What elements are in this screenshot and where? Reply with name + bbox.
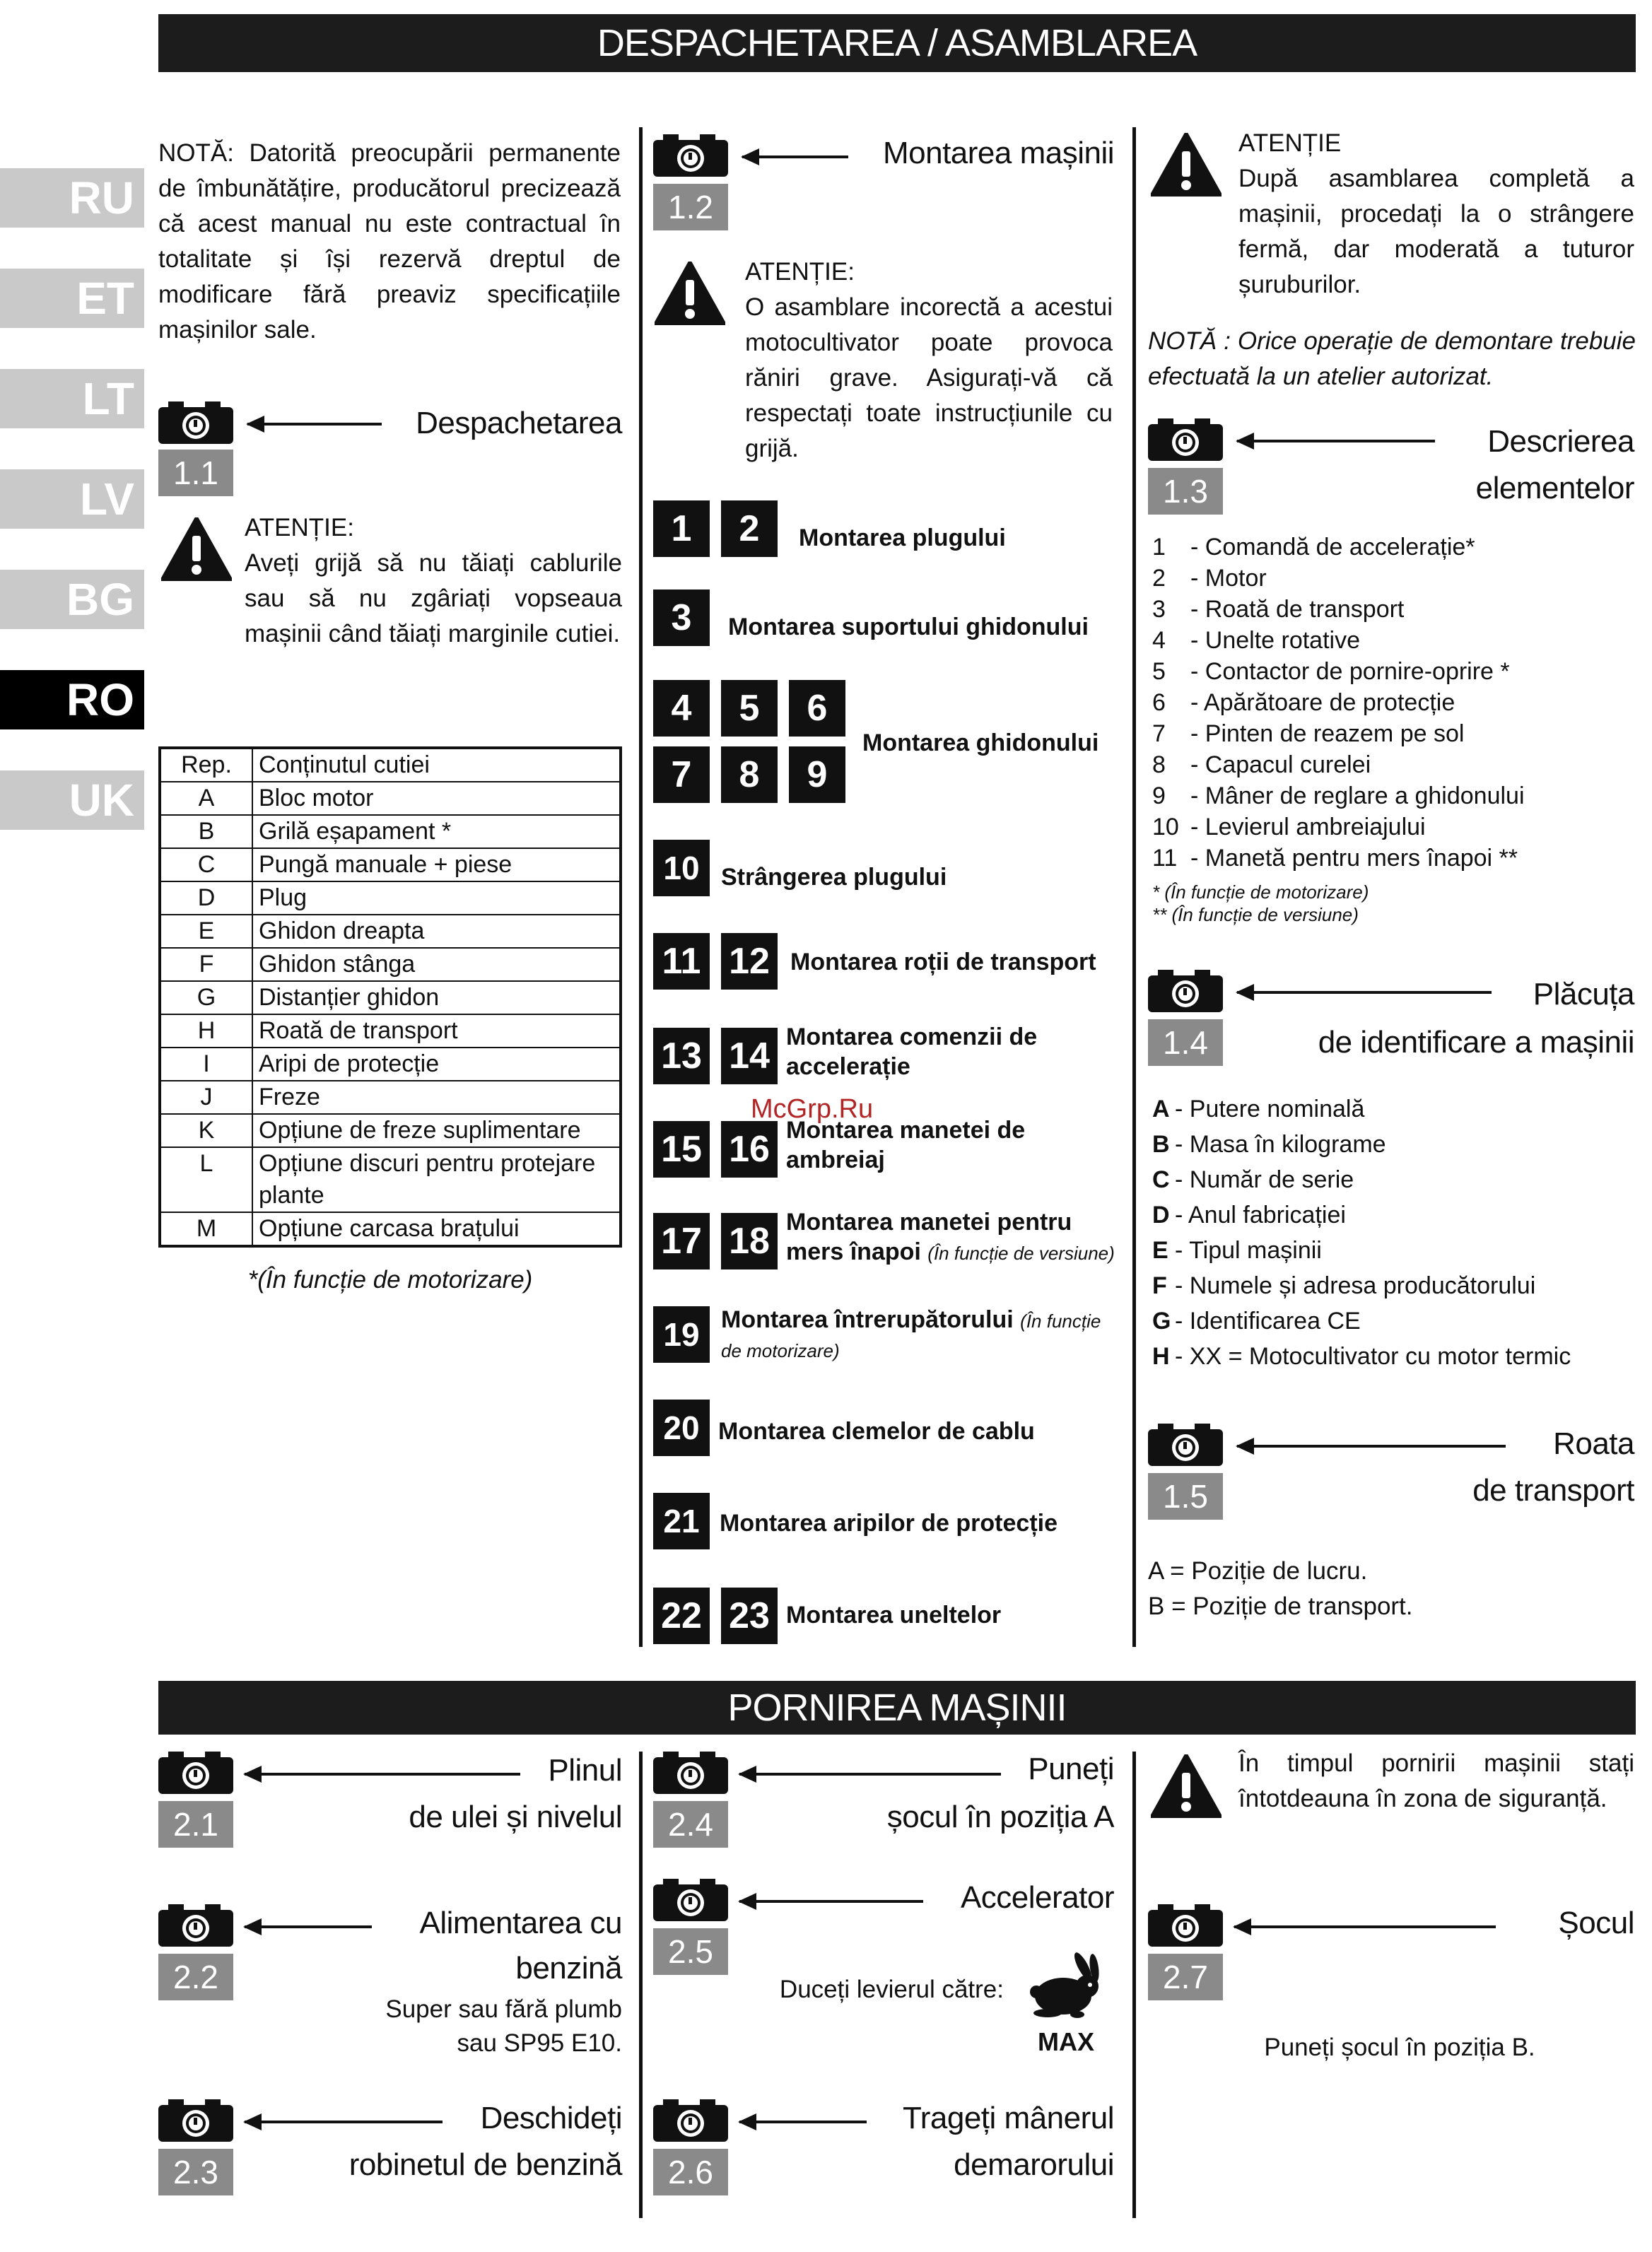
- step-label-text: Montarea ghidonului: [862, 729, 1099, 756]
- table-cell-rep: L: [160, 1147, 252, 1212]
- table-cell-rep: G: [160, 981, 252, 1014]
- step-number: 9: [789, 746, 845, 803]
- table-cell-content: Roată de transport: [252, 1014, 621, 1048]
- table-row: [160, 948, 621, 981]
- list-item-number: 4: [1152, 627, 1166, 654]
- list-item-text: - Masa în kilograme: [1175, 1131, 1386, 1158]
- step-label-text: Montarea uneltelor: [786, 1602, 1002, 1629]
- list-item: [1152, 687, 1633, 718]
- section-title: Plinul: [548, 1753, 622, 1788]
- list-item-text: - Anul fabricației: [1175, 1202, 1346, 1228]
- lang-tab-lt[interactable]: LT: [0, 369, 144, 428]
- step-number: 7: [653, 746, 710, 803]
- table-row: [160, 815, 621, 848]
- attention-text: Aveți grijă să nu tăiați cablurile sau să nu zgâriați vopseaua mașinii când tăiați marginile cutiei.: [245, 549, 622, 647]
- step-label: [786, 1207, 1124, 1267]
- list-item: [1152, 843, 1633, 874]
- list-item: [1152, 563, 1633, 594]
- list-item: [1152, 749, 1633, 780]
- step-label-text: Montarea suportului ghidonului: [728, 614, 1089, 640]
- section-title: de transport: [1472, 1473, 1634, 1508]
- section-banner: [158, 1681, 1636, 1735]
- elements-list: [1152, 532, 1633, 874]
- camera-icon: [1148, 968, 1223, 1012]
- list-item: [1152, 532, 1633, 563]
- section-title: Accelerator: [960, 1880, 1114, 1915]
- section-title: de ulei și nivelul: [409, 1800, 622, 1834]
- list-item-text: - Apărătoare de protecție: [1190, 689, 1455, 716]
- list-item: [1152, 780, 1633, 811]
- table-row: [160, 782, 621, 815]
- list-item-letter: C: [1152, 1166, 1170, 1193]
- table-cell-content: Bloc motor: [252, 782, 621, 815]
- step-badge: 2.7: [1148, 1954, 1223, 2000]
- step-badge: 2.4: [653, 1801, 728, 1848]
- camera-icon: [653, 2098, 728, 2142]
- list-item: [1152, 1268, 1640, 1303]
- list-item: [1152, 1197, 1640, 1233]
- table-cell-rep: E: [160, 915, 252, 948]
- list-item-text: - XX = Motocultivator cu motor termic: [1175, 1343, 1571, 1370]
- step-badge: 1.4: [1148, 1019, 1223, 1066]
- step-label-text: Montarea manetei pentru mers înapoi: [786, 1209, 1072, 1265]
- list-item-number: 7: [1152, 720, 1166, 747]
- step-label-text: Montarea roții de transport: [790, 949, 1096, 975]
- list-item-text: - Pinten de reazem pe sol: [1190, 720, 1465, 747]
- section-title: Despachetarea: [416, 406, 622, 440]
- section-title: Deschideți: [480, 2101, 622, 2135]
- list-item-text: - Identificarea CE: [1175, 1308, 1361, 1335]
- list-item-text: - Roată de transport: [1190, 596, 1405, 623]
- list-item-text: - Număr de serie: [1175, 1166, 1354, 1193]
- step-number: 3: [653, 590, 710, 646]
- step-number: 12: [721, 933, 778, 990]
- arrow-left-icon: [742, 156, 848, 158]
- list-item: [1152, 1303, 1640, 1339]
- step-number: 14: [721, 1028, 778, 1084]
- lang-tab-uk[interactable]: UK: [0, 770, 144, 830]
- table-cell-content: Pungă manuale + piese: [252, 848, 621, 881]
- step-badge: 2.5: [653, 1928, 728, 1975]
- list-item-number: 8: [1152, 751, 1166, 778]
- page-title: DESPACHETAREA / ASAMBLAREA: [597, 22, 1197, 64]
- camera-icon: [158, 1750, 233, 1794]
- step-badge: 1.1: [158, 450, 233, 496]
- lang-tab-ru[interactable]: RU: [0, 168, 144, 228]
- table-footnote: *(În funcție de motorizare): [247, 1266, 533, 1294]
- column-divider: [639, 127, 643, 1647]
- warning-icon: [161, 517, 232, 581]
- step-number: 13: [653, 1028, 710, 1084]
- step-label: [718, 1417, 1124, 1446]
- list-item-number: 5: [1152, 658, 1166, 685]
- step-number: 8: [721, 746, 778, 803]
- table-row: [160, 848, 621, 881]
- attention-title: ATENȚIE:: [245, 514, 354, 541]
- table-cell-content: Plug: [252, 881, 621, 915]
- step-number: 21: [653, 1493, 710, 1549]
- footnote: ** (În funcție de versiune): [1152, 904, 1359, 925]
- section-banner-title: PORNIREA MAȘINII: [727, 1687, 1067, 1729]
- camera-icon: [158, 2098, 233, 2142]
- section-title: Șocul: [1558, 1906, 1634, 1940]
- arrow-left-icon: [1234, 1925, 1496, 1928]
- step-label-text: Montarea aripilor de protecție: [720, 1510, 1058, 1537]
- step-badge: 2.2: [158, 1954, 233, 2000]
- step-label-text: Strângerea plugului: [721, 864, 947, 891]
- step-label: [728, 612, 1124, 642]
- list-item-text: - Levierul ambreiajului: [1190, 814, 1426, 840]
- table-cell-rep: M: [160, 1212, 252, 1246]
- list-item: [1152, 1162, 1640, 1197]
- camera-icon: [1148, 1422, 1223, 1466]
- arrow-left-icon: [245, 1925, 372, 1928]
- step-number: 6: [789, 680, 845, 737]
- max-label: MAX: [1038, 2027, 1094, 2056]
- step-label-text: Montarea întrerupătorului: [721, 1306, 1014, 1333]
- step-number: 4: [653, 680, 710, 737]
- attention-text: O asamblare incorectă a acestui motocultivator poate provoca răniri grave. Asigurați-vă că respectați toate instrucțiunile cu grijă.: [745, 293, 1113, 462]
- page-title-banner: [158, 14, 1636, 72]
- list-item-text: - Unelte rotative: [1190, 627, 1360, 654]
- lang-tab-et[interactable]: ET: [0, 269, 144, 328]
- step-note: (În funcție de versiune): [927, 1243, 1115, 1264]
- table-row: [160, 915, 621, 948]
- table-row: [160, 1081, 621, 1114]
- step-label: [721, 1305, 1124, 1364]
- list-item-text: - Mâner de reglare a ghidonului: [1190, 782, 1525, 809]
- column-divider: [1132, 1752, 1136, 2218]
- step-label: [720, 1508, 1124, 1538]
- camera-icon: [653, 1750, 728, 1794]
- fuel-note: Super sau fără plumb: [385, 1995, 622, 2023]
- step-label: [786, 1022, 1124, 1081]
- list-item-text: - Putere nominală: [1175, 1096, 1365, 1122]
- table-cell-rep: J: [160, 1081, 252, 1114]
- table-cell-rep: I: [160, 1048, 252, 1081]
- table-row: [160, 1114, 621, 1147]
- step-label-text: Montarea clemelor de cablu: [718, 1418, 1035, 1445]
- list-item-number: 10: [1152, 814, 1179, 840]
- table-row: [160, 981, 621, 1014]
- lang-tab-lv[interactable]: LV: [0, 469, 144, 529]
- list-item: [1152, 1233, 1640, 1268]
- arrow-left-icon: [739, 1900, 923, 1903]
- section-title: Roata: [1553, 1426, 1634, 1461]
- section-title: Puneți: [1028, 1752, 1114, 1786]
- step-number: 16: [721, 1121, 778, 1178]
- list-item-text: - Numele și adresa producătorului: [1175, 1272, 1536, 1299]
- list-item-letter: A: [1152, 1096, 1170, 1122]
- list-item-letter: G: [1152, 1308, 1171, 1335]
- step-label-text: Montarea comenzii de accelerație: [786, 1024, 1038, 1080]
- table-cell-rep: H: [160, 1014, 252, 1048]
- warning-icon: [1151, 1754, 1222, 1818]
- lang-tab-bg[interactable]: BG: [0, 570, 144, 629]
- step-badge: 2.1: [158, 1801, 233, 1848]
- table-row: [160, 1014, 621, 1048]
- camera-icon: [1148, 1903, 1223, 1947]
- step-label: [862, 728, 1124, 758]
- section-title: Montarea mașinii: [882, 136, 1114, 170]
- step-badge: 1.3: [1148, 468, 1223, 515]
- table-cell-rep: C: [160, 848, 252, 881]
- table-cell-rep: F: [160, 948, 252, 981]
- table-row: [160, 1147, 621, 1212]
- list-item: [1152, 656, 1633, 687]
- list-item-text: - Tipul mașinii: [1175, 1237, 1322, 1264]
- list-item-number: 6: [1152, 689, 1166, 716]
- accelerator-note: Duceți levierul către:: [779, 1976, 1004, 2003]
- step-note: (În funcție de motorizare): [721, 1310, 1101, 1361]
- fuel-note: sau SP95 E10.: [457, 2029, 622, 2057]
- choke-note: Puneți șocul în poziția B.: [1264, 2034, 1535, 2061]
- step-number: 23: [721, 1588, 778, 1644]
- table-cell-content: Opțiune discuri pentru protejare plante: [252, 1147, 621, 1212]
- camera-icon: [1148, 417, 1223, 461]
- watermark: McGrp.Ru: [751, 1094, 874, 1124]
- list-item-letter: D: [1152, 1202, 1170, 1228]
- safety-warning: În timpul pornirii mașinii stați întotdeauna în zona de siguranță.: [1238, 1749, 1634, 1812]
- table-cell-rep: K: [160, 1114, 252, 1147]
- step-number: 11: [653, 933, 710, 990]
- list-item: [1152, 811, 1633, 843]
- step-number: 2: [721, 500, 778, 557]
- table-cell-content: Freze: [252, 1081, 621, 1114]
- step-number: 18: [721, 1213, 778, 1269]
- list-item-number: 1: [1152, 534, 1166, 561]
- section-title: elementelor: [1475, 471, 1634, 505]
- warning-icon: [1151, 133, 1222, 197]
- list-item: [1152, 718, 1633, 749]
- list-item-text: - Manetă pentru mers înapoi **: [1190, 845, 1518, 872]
- camera-icon: [158, 1903, 233, 1947]
- list-item-number: 9: [1152, 782, 1166, 809]
- section-title: robinetul de benzină: [348, 2147, 622, 2182]
- step-badge: 2.6: [653, 2149, 728, 2195]
- step-number: 17: [653, 1213, 710, 1269]
- footnote: * (În funcție de motorizare): [1152, 881, 1369, 903]
- table-cell-content: Distanțier ghidon: [252, 981, 621, 1014]
- list-item: [1152, 1339, 1640, 1374]
- section-title: șocul în poziția A: [886, 1800, 1114, 1834]
- list-item-letter: H: [1152, 1343, 1170, 1370]
- section-title: demarorului: [954, 2147, 1114, 2182]
- list-item-number: 11: [1152, 845, 1178, 872]
- table-cell-rep: A: [160, 782, 252, 815]
- list-item-letter: E: [1152, 1237, 1168, 1264]
- nota-text: NOTĂ: Datorită preocupării permanente de îmbunătățire, producătorul precizează că acest manual nu este contractual în totalitate și își rezervă dreptul de modificare fără preaviz specificațiile mașinilor sale.: [158, 139, 621, 344]
- lang-tab-ro[interactable]: RO: [0, 670, 144, 729]
- table-row: [160, 1212, 621, 1246]
- table-cell-content: Aripi de protecție: [252, 1048, 621, 1081]
- section-title: benzină: [515, 1951, 622, 1986]
- arrow-left-icon: [739, 2121, 867, 2123]
- attention-title: ATENȚIE: [1238, 129, 1342, 157]
- step-number: 10: [653, 840, 710, 896]
- column-divider: [1132, 127, 1136, 1647]
- table-cell-rep: D: [160, 881, 252, 915]
- table-row: [160, 1048, 621, 1081]
- table-cell-content: Ghidon dreapta: [252, 915, 621, 948]
- table-header-row: [160, 748, 621, 782]
- table-cell-content: Opțiune carcasa brațului: [252, 1212, 621, 1246]
- camera-icon: [653, 1877, 728, 1921]
- identification-list: [1152, 1091, 1640, 1374]
- step-number: 15: [653, 1121, 710, 1178]
- step-label-text: Montarea manetei de ambreiaj: [786, 1117, 1026, 1173]
- table-row: [160, 881, 621, 915]
- column-divider: [639, 1752, 643, 2218]
- section-title: de identificare a mașinii: [1318, 1025, 1634, 1060]
- table-header: Conținutul cutiei: [252, 748, 621, 782]
- list-item-text: - Capacul curelei: [1190, 751, 1371, 778]
- list-item-letter: F: [1152, 1272, 1167, 1299]
- list-item-number: 3: [1152, 596, 1166, 623]
- step-label: [721, 862, 1124, 892]
- list-item-text: - Motor: [1190, 565, 1267, 592]
- attention-title: ATENȚIE:: [745, 258, 855, 286]
- section-title: Descrierea: [1487, 424, 1634, 459]
- step-number: 5: [721, 680, 778, 737]
- camera-icon: [158, 400, 233, 444]
- attention-text: După asamblarea completă a mașinii, procedați la o strângere fermă, dar moderată a tuturor șuruburilor.: [1238, 165, 1634, 298]
- step-label: [799, 523, 1124, 553]
- step-label: [786, 1600, 1124, 1630]
- arrow-left-icon: [247, 423, 382, 426]
- list-item: [1152, 1091, 1640, 1127]
- box-contents-table: [158, 746, 622, 1248]
- table-cell-content: Opțiune de freze suplimentare: [252, 1114, 621, 1147]
- section-title: Trageți mânerul: [903, 2101, 1114, 2135]
- list-item: [1152, 594, 1633, 625]
- step-number: 22: [653, 1588, 710, 1644]
- section-title: Alimentarea cu: [419, 1906, 622, 1940]
- step-badge: 1.2: [653, 184, 728, 230]
- warning-icon: [655, 262, 725, 325]
- table-cell-rep: B: [160, 815, 252, 848]
- step-badge: 1.5: [1148, 1473, 1223, 1520]
- position-a: A = Poziție de lucru.: [1148, 1557, 1368, 1585]
- list-item-number: 2: [1152, 565, 1166, 592]
- camera-icon: [653, 133, 728, 177]
- list-item: [1152, 1127, 1640, 1162]
- list-item-letter: B: [1152, 1131, 1170, 1158]
- table-cell-content: Ghidon stânga: [252, 948, 621, 981]
- step-number: 1: [653, 500, 710, 557]
- list-item-text: - Contactor de pornire-oprire *: [1190, 658, 1510, 685]
- step-badge: 2.3: [158, 2149, 233, 2195]
- step-number: 19: [653, 1306, 710, 1363]
- position-b: B = Poziție de transport.: [1148, 1593, 1413, 1620]
- table-cell-content: Grilă eșapament *: [252, 815, 621, 848]
- nota-text: NOTĂ : Orice operație de demontare trebuie efectuată la un atelier autorizat.: [1148, 327, 1636, 390]
- table-header: Rep.: [160, 748, 252, 782]
- step-label: [790, 947, 1124, 977]
- step-label-text: Montarea plugului: [799, 524, 1006, 551]
- step-number: 20: [653, 1400, 710, 1456]
- section-title: Plăcuța: [1533, 977, 1634, 1011]
- rabbit-icon: [1022, 1952, 1106, 2020]
- list-item-text: - Comandă de accelerație*: [1190, 534, 1475, 561]
- list-item: [1152, 625, 1633, 656]
